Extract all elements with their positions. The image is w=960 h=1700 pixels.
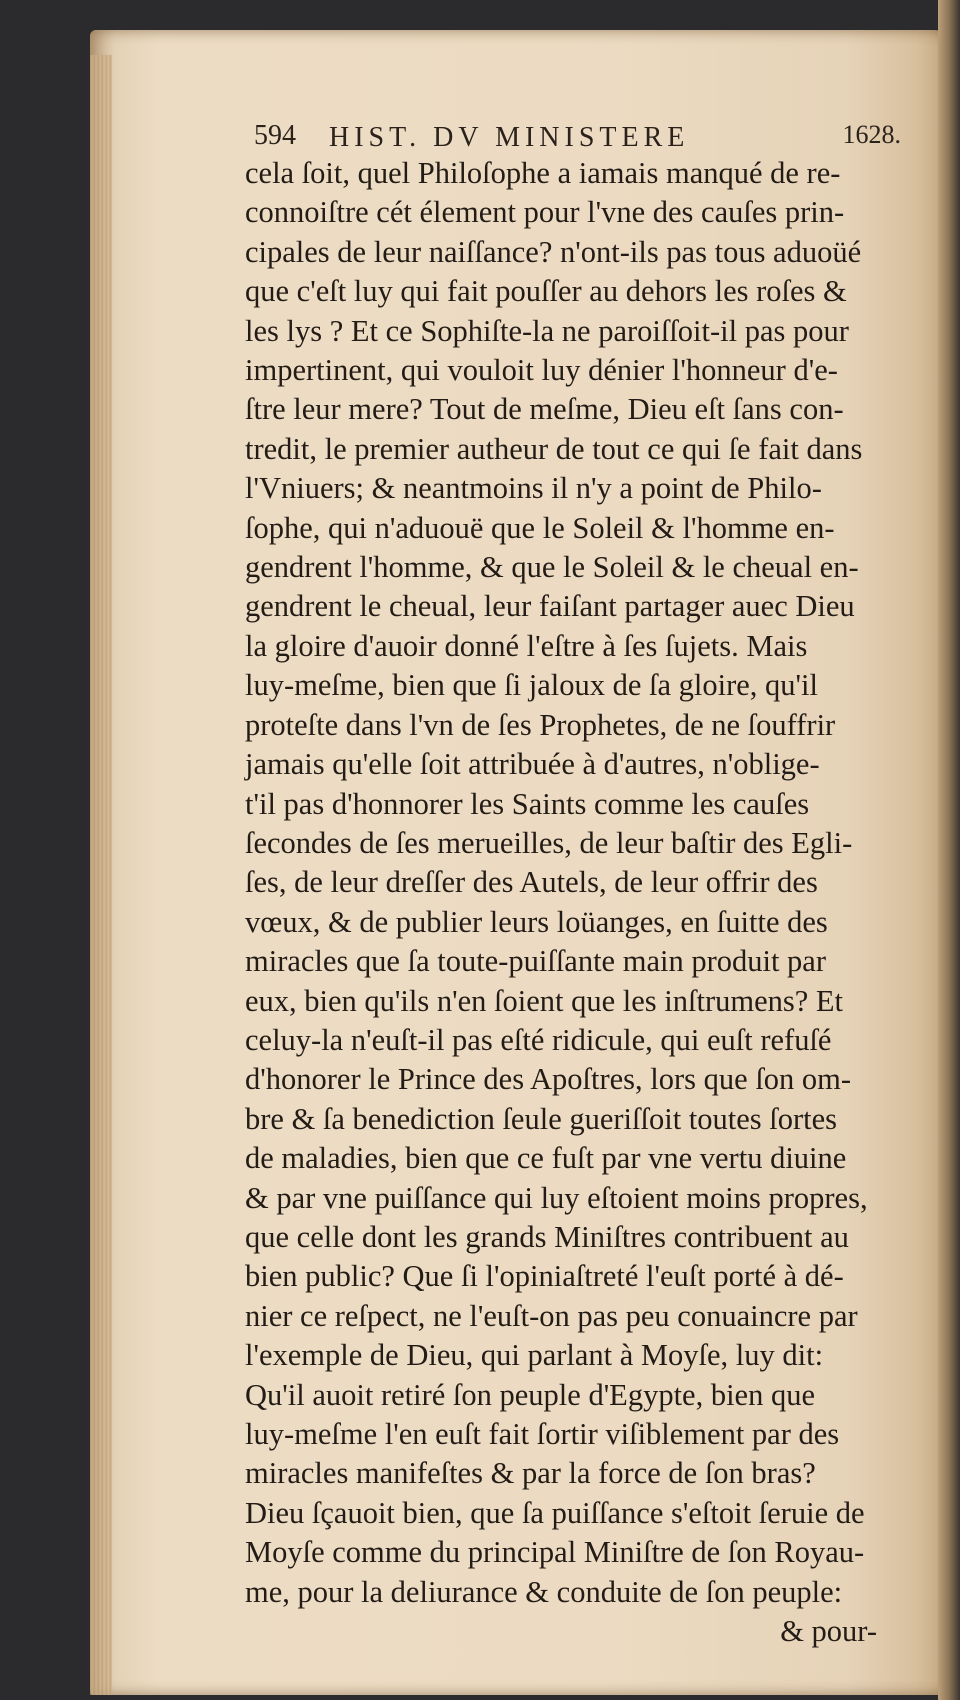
text-line: bre & ſa benediction ſeule gueriſſoit toutes ſortes xyxy=(245,1101,838,1136)
text-line: t'il pas d'honnorer les Saints comme les cauſes xyxy=(245,786,810,821)
text-line: miracles manifeſtes & par la force de ſon bras? xyxy=(245,1456,816,1491)
text-line: Moyſe comme du principal Miniſtre de ſon Royau- xyxy=(245,1535,865,1570)
text-line: les lys ? Et ce Sophiſte-la ne paroiſſoit-il pas pour xyxy=(245,313,849,348)
text-line: jamais qu'elle ſoit attribuée à d'autres, n'oblige- xyxy=(245,747,820,782)
page-gutter-edge xyxy=(90,55,112,1695)
text-line: bien public? Que ſi l'opiniaſtreté l'euſt porté à dé- xyxy=(245,1259,844,1294)
text-line: ſophe, qui n'aduouë que le Soleil & l'homme en- xyxy=(245,510,835,545)
text-line: d'honorer le Prince des Apoſtres, lors que ſon om- xyxy=(245,1062,852,1097)
page-number: 594 xyxy=(254,120,296,151)
text-line: eux, bien qu'ils n'en ſoient que les inſtrumens? Et xyxy=(245,983,843,1018)
text-line: & par vne puiſſance qui luy eſtoient moins propres, xyxy=(245,1180,868,1215)
text-line: ſtre leur mere? Tout de meſme, Dieu eſt ſans con- xyxy=(245,392,844,427)
text-line: proteſte dans l'vn de ſes Prophetes, de ne ſouffrir xyxy=(245,707,836,742)
text-line: celuy-la n'euſt-il pas eſté ridicule, qui euſt refuſé xyxy=(245,1022,832,1057)
text-line: luy-meſme, bien que ſi jaloux de ſa gloire, qu'il xyxy=(245,668,818,703)
text-line: la gloire d'auoir donné l'eſtre à ſes ſujets. Mais xyxy=(245,628,808,663)
text-line: Qu'il auoit retiré ſon peuple d'Egypte, bien que xyxy=(245,1377,815,1412)
text-line: tredit, le premier autheur de tout ce qui ſe fait dans xyxy=(245,431,863,466)
body-text xyxy=(245,154,905,1651)
text-line: miracles que ſa toute-puiſſante main produit par xyxy=(245,944,827,979)
text-line: nier ce reſpect, ne l'euſt-on pas peu conuaincre par xyxy=(245,1298,858,1333)
text-line: cipales de leur naiſſance? n'ont-ils pas tous aduoüé xyxy=(245,234,862,269)
text-line: l'exemple de Dieu, qui parlant à Moyſe, luy dit: xyxy=(245,1338,824,1373)
text-line: de maladies, bien que ce fuſt par vne vertu diuine xyxy=(245,1141,847,1176)
text-line: vœux, & de publier leurs loüanges, en ſuitte des xyxy=(245,904,828,939)
catchword: & pour- xyxy=(780,1614,877,1649)
header-year: 1628. xyxy=(842,120,901,149)
text-line: gendrent l'homme, & que le Soleil & le cheual en- xyxy=(245,550,859,585)
page-fore-edge xyxy=(938,0,960,1700)
text-line: cela ſoit, quel Philoſophe a iamais manqué de re- xyxy=(245,156,841,190)
text-line: luy-meſme l'en euſt fait ſortir viſiblement par des xyxy=(245,1417,840,1451)
text-line: ſes, de leur dreſſer des Autels, de leur offrir des xyxy=(245,865,818,900)
text-line: me, pour la deliurance & conduite de ſon peuple: xyxy=(245,1574,843,1609)
text-line: gendrent le cheual, leur faiſant partager auec Dieu xyxy=(245,589,855,624)
text-line: ſecondes de ſes merueilles, de leur baſtir des Egli- xyxy=(245,825,853,860)
text-line: l'Vniuers; & neantmoins il n'y a point de Philo- xyxy=(245,471,822,506)
text-line: que c'eſt luy qui fait pouſſer au dehors les roſes & xyxy=(245,274,847,309)
text-line: Dieu ſçauoit bien, que ſa puiſſance s'eſtoit ſeruie de xyxy=(245,1495,865,1530)
text-line: que celle dont les grands Miniſtres contribuent au xyxy=(245,1219,849,1254)
running-title: HIST. DV MINISTERE xyxy=(329,122,690,153)
text-line: impertinent, qui vouloit luy dénier l'honneur d'e- xyxy=(245,353,838,388)
text-line: connoiſtre cét élement pour l'vne des cauſes prin- xyxy=(245,195,845,230)
